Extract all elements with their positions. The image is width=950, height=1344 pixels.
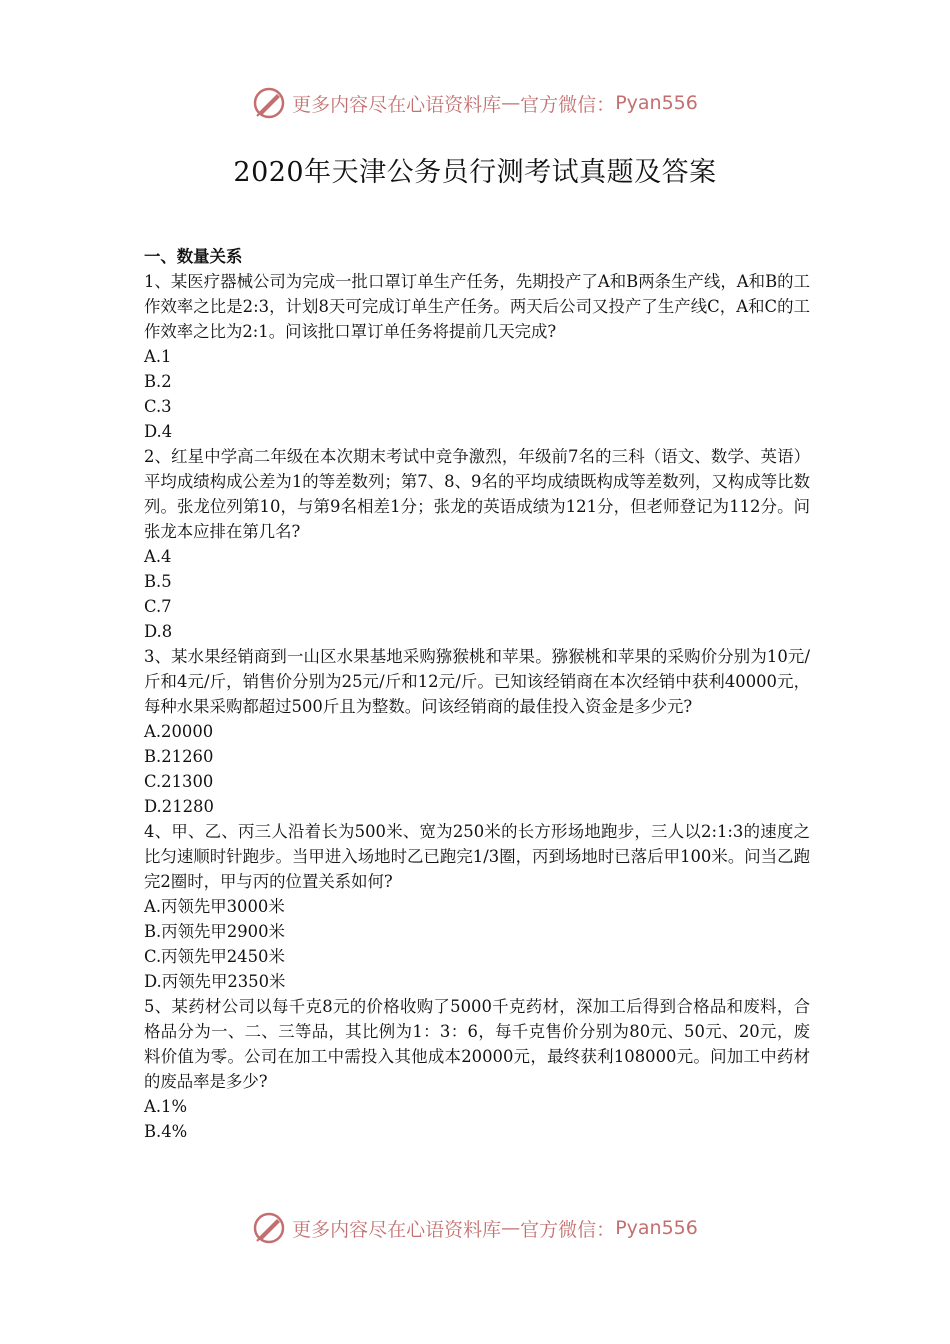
option: C.21300 (144, 772, 214, 791)
question-3: 3、某水果经销商到一山区水果基地采购猕猴桃和苹果。猕猴桃和苹果的采购价分别为10元/斤和4元/斤，销售价分别为25元/斤和12元/斤。已知该经销商在本次经销中获利40000元，每种水果采购都超过500斤且为整数。问该经销商的最佳投入资金是多少元? (144, 647, 810, 716)
watermark-dash: — (501, 92, 521, 114)
option: B.2 (144, 372, 172, 391)
option: A.20000 (144, 722, 214, 741)
option: C.3 (144, 397, 172, 416)
watermark-official: 官方微信： (520, 1218, 616, 1241)
watermark-dash: — (501, 1217, 521, 1239)
pen-logo-icon (252, 1211, 286, 1245)
option: C.丙领先甲2450米 (144, 947, 285, 966)
option: A.1% (144, 1097, 188, 1116)
document-body (144, 244, 810, 1144)
question-4: 4、甲、乙、丙三人沿着长为500米、宽为250米的长方形场地跑步，三人以2:1:3的速度之比匀速顺时针跑步。当甲进入场地时乙已跑完1/3圈，丙到场地时已落后甲100米。问当乙跑完2圈时，甲与丙的位置关系如何? (144, 822, 810, 891)
question-1: 1、某医疗器械公司为完成一批口罩订单生产任务，先期投产了A和B两条生产线，A和B的工作效率之比是2:3，计划8天可完成订单生产任务。两天后公司又投产了生产线C，A和C的工作效率之比为2:1。问该批口罩订单任务将提前几天完成? (144, 272, 810, 341)
option: B.4% (144, 1122, 188, 1141)
option: D.8 (144, 622, 173, 641)
question-2: 2、红星中学高二年级在本次期末考试中竞争激烈，年级前7名的三科（语文、数学、英语）平均成绩构成公差为1的等差数列；第7、8、9名的平均成绩既构成等差数列，又构成等比数列。张龙位列第10，与第9名相差1分；张龙的英语成绩为121分，但老师登记为112分。问张龙本应排在第几名? (144, 447, 810, 541)
watermark-text: 更多内容尽在心语资料库 (292, 1218, 502, 1241)
option: D.丙领先甲2350米 (144, 972, 286, 991)
page-title: 2020年天津公务员行测考试真题及答案 (233, 157, 717, 188)
option: A.4 (144, 547, 172, 566)
option: A.丙领先甲3000米 (144, 897, 285, 916)
option: A.1 (144, 347, 172, 366)
watermark-wechat: Pyan556 (615, 1217, 698, 1239)
option: B.丙领先甲2900米 (144, 922, 285, 941)
option: B.21260 (144, 747, 214, 766)
option: C.7 (144, 597, 172, 616)
section-heading: 一、数量关系 (144, 247, 243, 266)
watermark-text: 更多内容尽在心语资料库 (292, 93, 502, 116)
question-5: 5、某药材公司以每千克8元的价格收购了5000千克药材，深加工后得到合格品和废料，合格品分为一、二、三等品，其比例为1：3：6，每千克售价分别为80元、50元、20元，废料价值为零。公司在加工中需投入其他成本20000元，最终获利108000元。问加工中药材的废品率是多少? (144, 997, 810, 1091)
option: D.4 (144, 422, 173, 441)
footer-watermark (0, 1208, 950, 1248)
option: B.5 (144, 572, 172, 591)
header-watermark (0, 83, 950, 123)
watermark-wechat: Pyan556 (615, 92, 698, 114)
watermark-official: 官方微信： (520, 93, 616, 116)
pen-logo-icon (252, 86, 286, 120)
option: D.21280 (144, 797, 214, 816)
